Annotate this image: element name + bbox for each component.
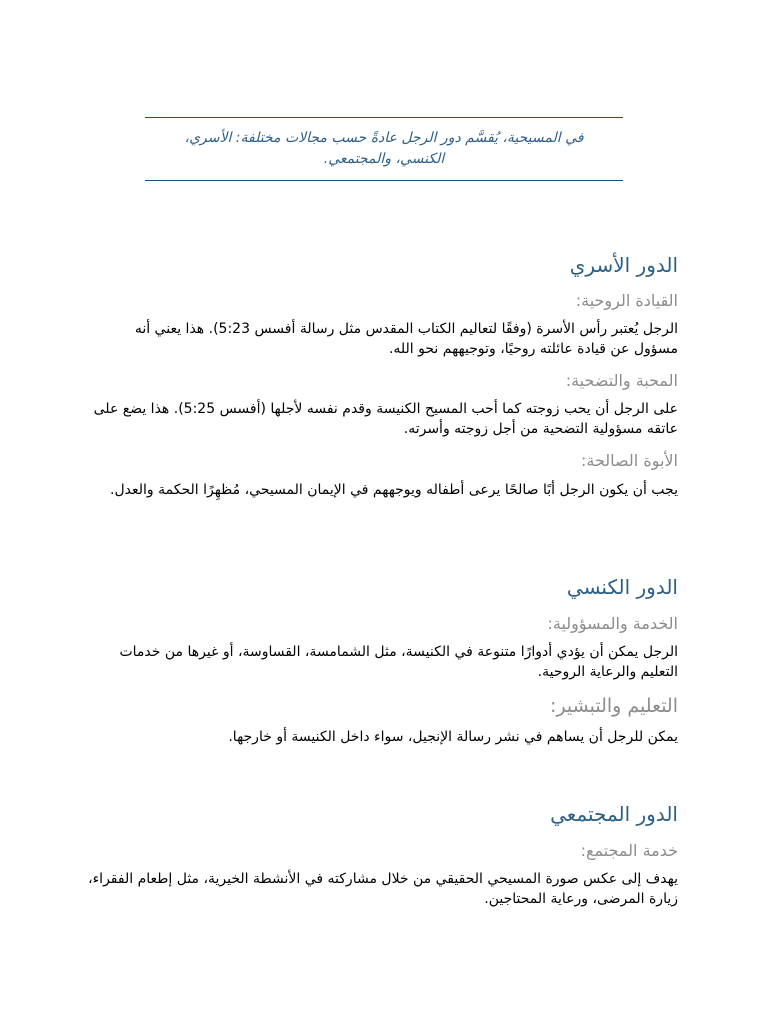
subtitle-teaching-evangelism: التعليم والتبشير: [550, 695, 678, 717]
subtitle-community-service: خدمة المجتمع: [580, 841, 678, 860]
paragraph-good-fatherhood: يجب أن يكون الرجل أبًا صالحًا يرعى أطفاله ويوجههم في الإيمان المسيحي، مُظهِرًا الحكمة والعدل. [110, 482, 678, 498]
paragraph-love-sacrifice: على الرجل أن يحب زوجته كما أحب المسيح الكنيسة وقدم نفسه لأجلها (أفسس 5:25). هذا يضع على عاتقه مسؤولية التضحية من أجل زوجته وأسرته. [93, 401, 678, 437]
subtitle-service-responsibility: الخدمة والمسؤولية: [547, 614, 678, 633]
subtitle-good-fatherhood: الأبوة الصالحة: [581, 451, 678, 470]
intro-quote: في المسيحية، يُقسَّم دور الرجل عادةً حسب مجالات مختلفة: الأسري، الكنسي، والمجتمعي. [184, 130, 584, 167]
paragraph-teaching-evangelism: يمكن للرجل أن يساهم في نشر رسالة الإنجيل، سواء داخل الكنيسة أو خارجها. [228, 729, 678, 745]
section-title-family: الدور الأسري [569, 253, 678, 277]
subtitle-love-sacrifice: المحبة والتضحية: [565, 371, 678, 390]
intro-quote-box [145, 117, 623, 181]
subtitle-spiritual-leadership: القيادة الروحية: [575, 291, 678, 310]
section-title-church: الدور الكنسي [566, 575, 678, 599]
paragraph-community-service: يهدف إلى عكس صورة المسيحي الحقيقي من خلال مشاركته في الأنشطة الخيرية، مثل إطعام الفقراء، زيارة المرضى، ورعاية المحتاجين. [88, 871, 678, 907]
section-title-community: الدور المجتمعي [550, 802, 678, 826]
paragraph-spiritual-leadership: الرجل يُعتبر رأس الأسرة (وفقًا لتعاليم الكتاب المقدس مثل رسالة أفسس 5:23). هذا يعني أنه مسؤول عن قيادة عائلته روحيًا، وتوجيههم نحو الله. [134, 321, 678, 357]
paragraph-service-responsibility: الرجل يمكن أن يؤدي أدوارًا متنوعة في الكنيسة، مثل الشمامسة، القساوسة، أو غيرها من خدمات التعليم والرعاية الروحية. [119, 644, 678, 680]
